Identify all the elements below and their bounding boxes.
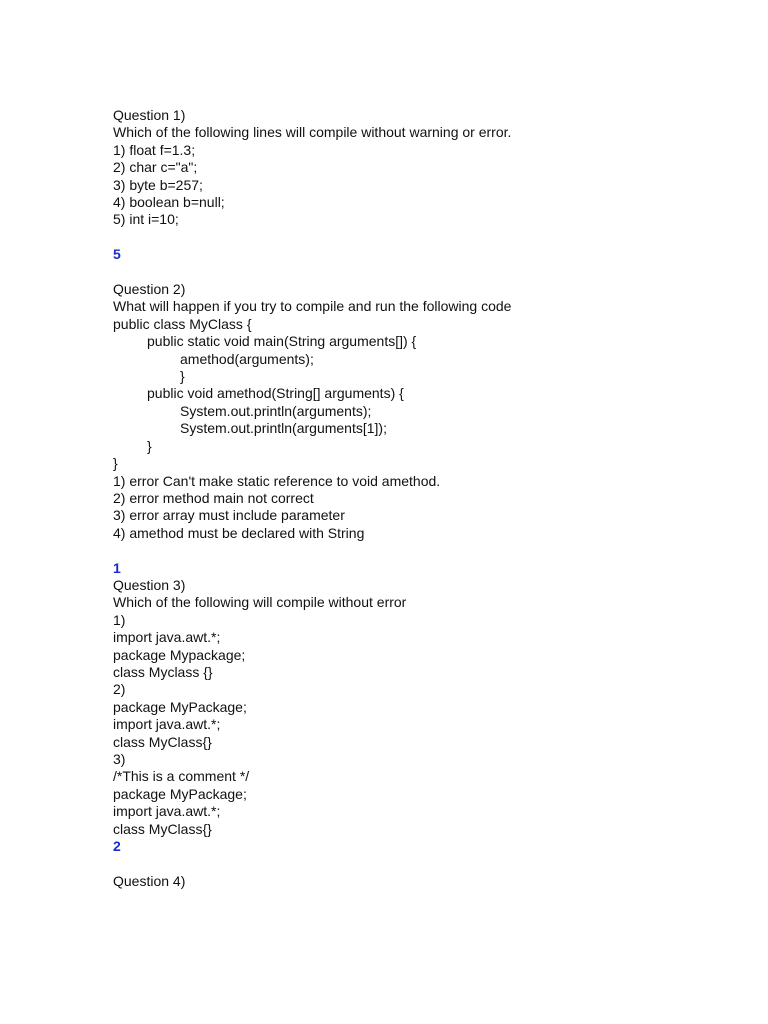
question-1-prompt: Which of the following lines will compile without warning or error. xyxy=(113,124,512,141)
code-line: System.out.println(arguments); xyxy=(180,402,372,419)
question-1 xyxy=(113,107,713,264)
code-line: } xyxy=(147,437,152,454)
question-1-option-5: 5) int i=10; xyxy=(113,211,179,228)
question-4 xyxy=(113,873,713,890)
question-2-option-3: 3) error array must include parameter xyxy=(113,507,345,524)
question-3-prompt: Which of the following will compile without error xyxy=(113,594,407,611)
code-line: import java.awt.*; xyxy=(113,629,221,646)
question-3-option-3-label: 3) xyxy=(113,750,126,767)
question-1-title: Question 1) xyxy=(113,107,186,123)
code-line: package MyPackage; xyxy=(113,785,247,802)
spacer xyxy=(113,855,713,872)
question-3 xyxy=(113,577,713,856)
code-line: class MyClass{} xyxy=(113,820,212,837)
code-line: public class MyClass { xyxy=(113,315,252,332)
code-line: System.out.println(arguments[1]); xyxy=(180,420,387,437)
question-3-title: Question 3) xyxy=(113,576,186,593)
code-line: amethod(arguments); xyxy=(180,350,314,367)
code-line: /*This is a comment */ xyxy=(113,768,250,785)
question-2 xyxy=(113,281,713,577)
question-2-option-2: 2) error method main not correct xyxy=(113,489,314,506)
question-2-title: Question 2) xyxy=(113,281,186,298)
spacer xyxy=(113,264,713,281)
code-line: import java.awt.*; xyxy=(113,803,221,820)
code-line: public void amethod(String[] arguments) { xyxy=(147,385,404,402)
code-line: class MyClass{} xyxy=(113,733,212,750)
question-3-option-2-label: 2) xyxy=(113,681,126,698)
question-1-option-4: 4) boolean b=null; xyxy=(113,194,225,211)
code-line: package Mypackage; xyxy=(113,646,246,663)
code-line: } xyxy=(113,455,118,472)
code-line: public static void main(String arguments[]) { xyxy=(147,333,417,350)
spacer xyxy=(113,542,713,559)
question-1-option-1: 1) float f=1.3; xyxy=(113,141,196,158)
question-2-answer: 1 xyxy=(113,559,121,576)
code-line: class Myclass {} xyxy=(113,663,213,680)
question-1-option-3: 3) byte b=257; xyxy=(113,176,203,193)
document-page xyxy=(113,107,713,890)
question-3-answer: 2 xyxy=(113,838,121,855)
question-2-code-block xyxy=(113,316,713,473)
code-line: package MyPackage; xyxy=(113,698,247,715)
question-1-answer: 5 xyxy=(113,246,121,263)
question-3-option-1-label: 1) xyxy=(113,611,126,628)
question-1-option-2: 2) char c="a"; xyxy=(113,159,198,176)
code-line: import java.awt.*; xyxy=(113,716,221,733)
question-2-prompt: What will happen if you try to compile and run the following code xyxy=(113,298,512,315)
question-2-option-1: 1) error Can't make static reference to void amethod. xyxy=(113,472,441,489)
question-4-title: Question 4) xyxy=(113,872,186,889)
code-line: } xyxy=(180,368,185,385)
spacer xyxy=(113,229,713,246)
question-2-option-4: 4) amethod must be declared with String xyxy=(113,524,365,541)
